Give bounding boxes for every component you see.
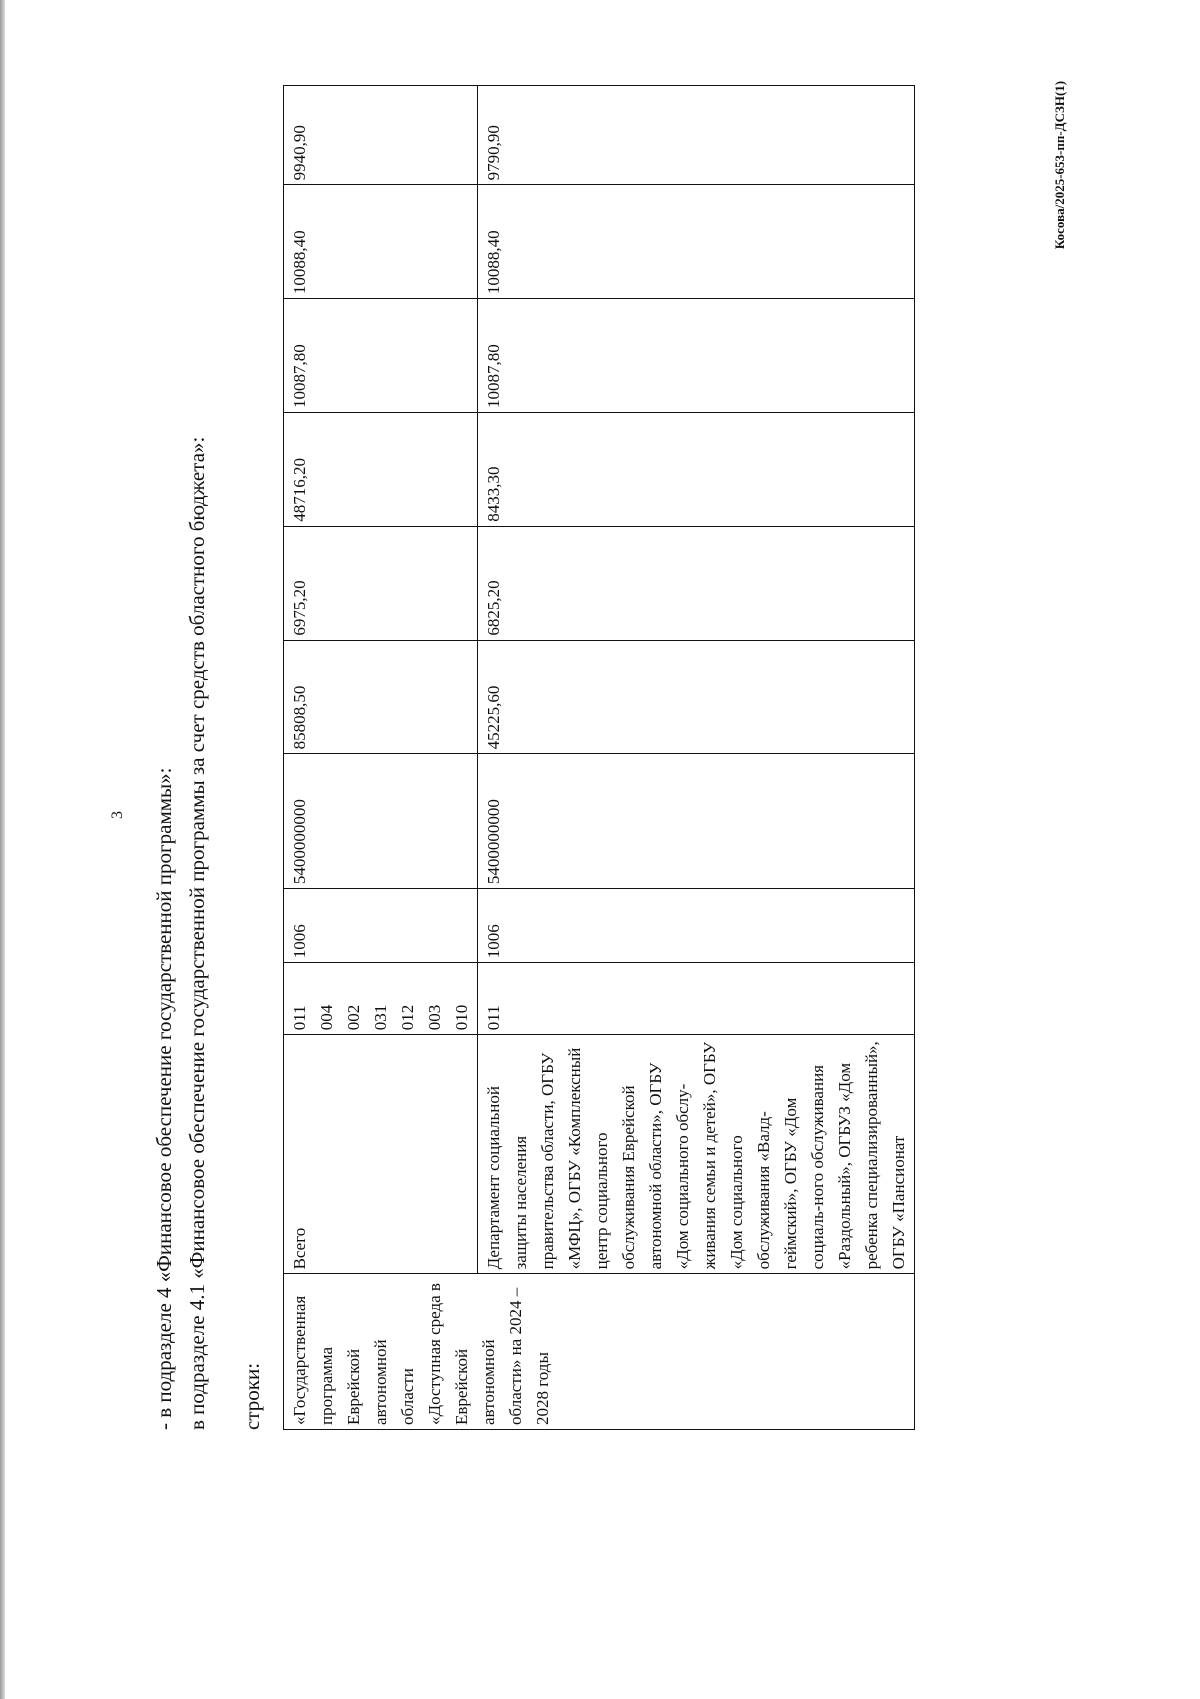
- intro-line-2: в подразделе 4.1 «Финансовое обеспечение государственной программы за счет средств областного бюджета»:: [185, 436, 209, 1430]
- code-item: 031: [371, 1004, 390, 1031]
- code-item: 012: [398, 1004, 417, 1031]
- department-2027-cell: 10088,40: [478, 185, 915, 299]
- department-label: Департамент социальной защиты населения правительства области, ОГБУ «МФЦ», ОГБУ «Комплексный центр социального обслуживания Еврейской автономной области», ОГБУ «Дом социального обслу-живания семьи и детей», ОГБУ «Дом социального обслуживания «Валд-геймский», ОГБУ «Дом социаль-ного обслуживания «Раздольный», ОГБУЗ «Дом ребенка специализированный», ОГБУ «Пансионат: [484, 1041, 908, 1270]
- intro-line-1: - в подразделе 4 «Финансовое обеспечение государственной программы»:: [152, 767, 176, 1430]
- total-2027-cell: 10088,40: [284, 185, 478, 299]
- rows-label: строки:: [240, 1362, 264, 1430]
- department-csr-cell: 5400000000: [478, 754, 915, 889]
- budget-table: [283, 85, 915, 1430]
- landscape-page: [148, 80, 1008, 1430]
- total-sum-cell: 85808,50: [284, 640, 478, 754]
- department-label-cell: [478, 1035, 915, 1274]
- total-label: Всего: [290, 1227, 309, 1270]
- total-codes-cell: [284, 963, 478, 1035]
- department-sum-cell: 45225,60: [478, 640, 915, 754]
- table-row-total: [284, 86, 478, 1430]
- department-2028-cell: 9790,90: [478, 86, 915, 185]
- code-item: 011: [290, 1005, 309, 1031]
- code-item: 002: [344, 1004, 363, 1031]
- program-name-cell: [284, 1274, 915, 1430]
- intro-text: [148, 80, 214, 1430]
- total-label-cell: [284, 1035, 478, 1274]
- department-2024-cell: 6825,20: [478, 526, 915, 640]
- code-item: 011: [484, 1005, 503, 1031]
- department-codes-cell: [478, 963, 915, 1035]
- total-2028-cell: 9940,90: [284, 86, 478, 185]
- document-code: Косова/2025-653-пп-ДСЗН(1): [1052, 80, 1067, 250]
- page-number: 3: [109, 811, 126, 819]
- total-csr-cell: 5400000000: [284, 754, 478, 889]
- table-row-department: [478, 86, 915, 1430]
- scan-edge: [0, 0, 5, 1699]
- total-section-cell: 1006: [284, 889, 478, 963]
- program-name: «Государственная программа Еврейской автономной области «Доступная среда в Еврейской автономной области» на 2024 – 2028 годы: [290, 1283, 552, 1425]
- code-item: 003: [425, 1004, 444, 1031]
- department-section-cell: 1006: [478, 889, 915, 963]
- code-item: 004: [317, 1004, 336, 1031]
- total-2025-cell: 48716,20: [284, 412, 478, 526]
- rotated-content: [148, 80, 1008, 1430]
- total-2026-cell: 10087,80: [284, 299, 478, 413]
- code-item: 010: [452, 1004, 471, 1031]
- department-2025-cell: 8433,30: [478, 412, 915, 526]
- total-2024-cell: 6975,20: [284, 526, 478, 640]
- department-2026-cell: 10087,80: [478, 299, 915, 413]
